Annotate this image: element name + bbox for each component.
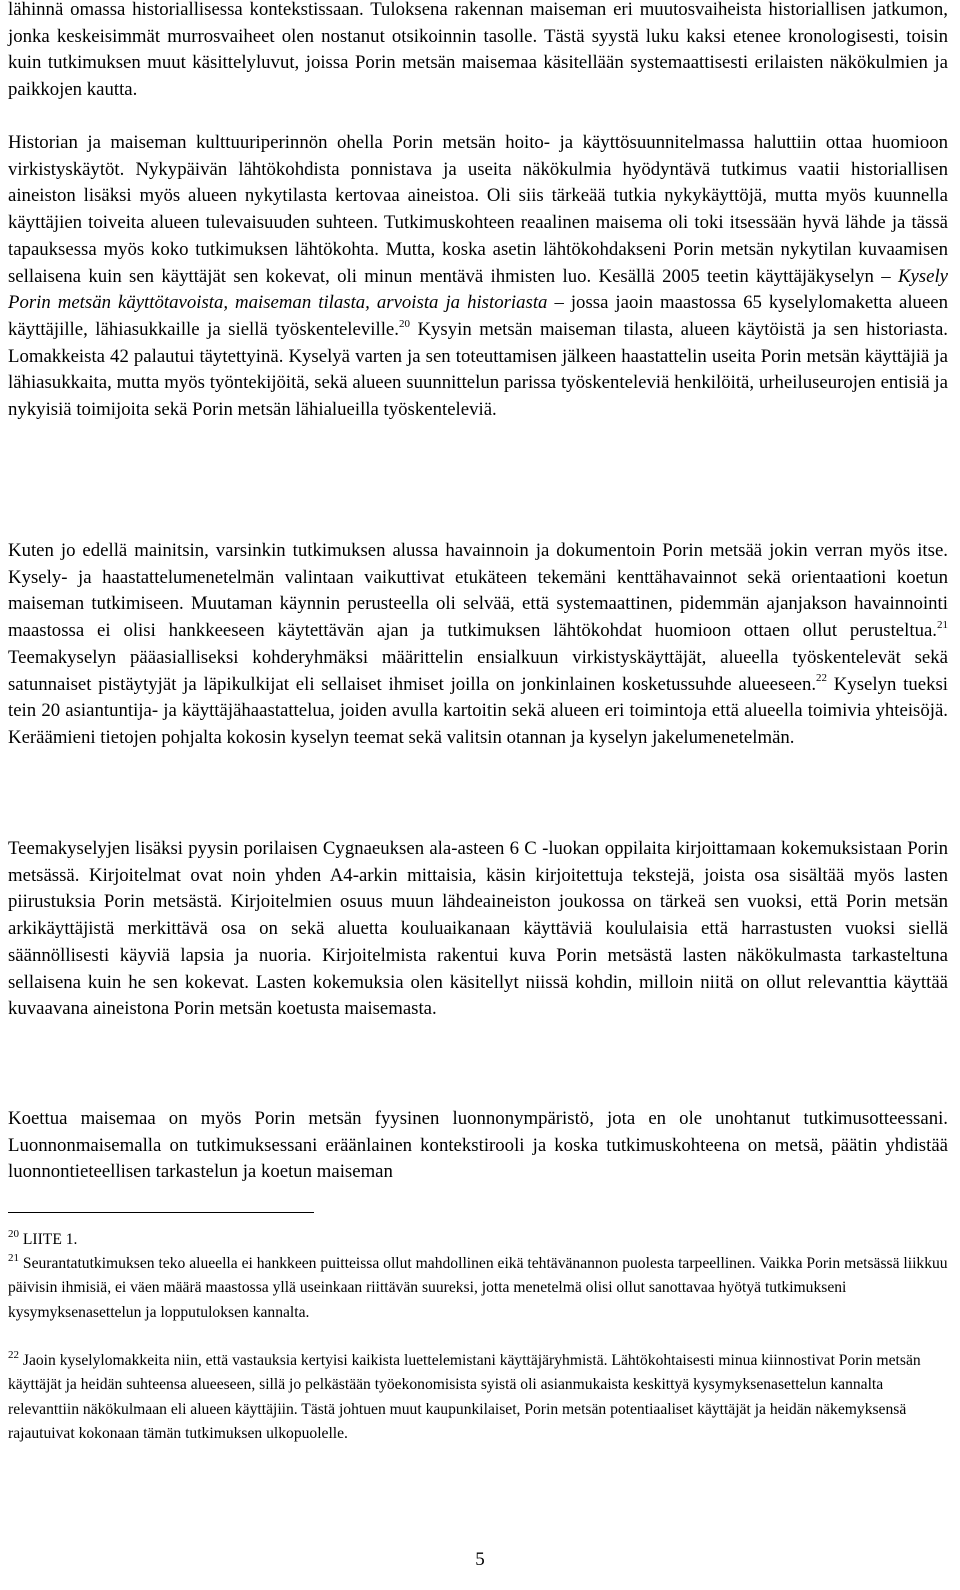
text-run: Kysely Porin metsän käyttötavoista, maiseman tilasta, arvoista ja historiasta	[8, 265, 948, 314]
footnote-text: Jaoin kyselylomakkeita niin, että vastauksia kertyisi kaikista luettelemistani käyttäjäryhmistä. Lähtökohtaisesti minua kiinnostivat Porin metsän käyttäjät ja heidän suhteensa alueeseen, sillä jo pelkästään työekonomisista syistä oli asianmukaista keskittyä kysymyksenasettelun kannalta relevanttiin näkökulmaan eli alueen käyttäjiin. Tästä johtuen muut kaupunkilaiset, Porin metsän potentiaaliset käyttäjät ja heidän näkemyksensä rajautuivat kokonaan tämän tutkimuksen ulkopuolelle.	[8, 1352, 921, 1443]
footnote-text: Seurantatutkimuksen teko alueella ei hankkeen puitteissa ollut mahdollinen eikä tehtävänannon puolesta tarpeellinen. Vaikka Porin metsässä liikkuu päivisin ihmisiä, ei väen määrä maastossa yllä useinkaan riittävän suureksi, jotta menetelmä olisi ollut sanottavaa hyötyä tutkimukseni kysymyksenasettelun ja lopputuloksen kannalta.	[8, 1255, 948, 1321]
footnote-number: 20	[8, 1227, 19, 1240]
footnote-20	[8, 1228, 948, 1252]
text-run: Kuten jo edellä mainitsin, varsinkin tutkimuksen alussa havainnoin ja dokumentoin Porin metsää jokin verran myös itse. Kysely- ja haastattelumenetelmän valintaan vaikuttivat etukäteen tekemäni kenttähavainnot sekä orientaationi koetun maiseman tutkimiseen. Muutaman käynnin perusteella oli selvää, että systemaattinen, pidemmän ajanjakson havainnointi maastossa ei olisi hankkeeseen käytettävän ajan ja tutkimuksen lähtökohdat huomioon ottaen ollut perusteltua.	[8, 540, 948, 642]
paragraph-4	[8, 836, 948, 1023]
footnote-text: LIITE 1.	[19, 1231, 78, 1248]
text-run: Historian ja maiseman kulttuuriperinnön ohella Porin metsän hoito- ja käyttösuunnitelmassa haluttiin ottaa huomioon virkistyskäytöt. Nykypäivän lähtökohdista ponnistava ja useita näkökulmia hyödyntävä tutkimus vaatii historiallisen aineiston lisäksi myös alueen nykytilasta kertovaa aineistoa. Oli siis tärkeää tutkia nykykäyttöjä, mutta myös kuunnella käyttäjien toiveita alueen tulevaisuuden suhteen. Tutkimuskohteen reaalinen maisema oli toki itsessään hyvä lähde ja tässä tapauksessa myös koko tutkimuksen lähtökohta. Mutta, koska asetin lähtökohdakseni Porin metsän nykytilan kuvaamisen sellaisena kuin sen käyttäjät sen kokevat, oli minun mentävä ihmisten luo. Kesällä 2005 teetin käyttäjäkyselyn –	[8, 132, 948, 287]
page-number: 5	[475, 1549, 485, 1570]
footnote-21	[8, 1252, 948, 1325]
footnote-number: 22	[8, 1348, 19, 1361]
footnote-22	[8, 1349, 948, 1447]
footnote-ref[interactable]: 21	[937, 618, 948, 631]
footnote-ref[interactable]: 20	[398, 317, 410, 330]
footnote-number: 21	[8, 1251, 19, 1264]
paragraph-2	[8, 130, 948, 424]
text-run: Teemakyselyn pääasialliseksi kohderyhmäksi määrittelin ensialkuun virkistyskäyttäjät, alueella työskentelevät sekä satunnaiset pistäytyjät ja läpikulkijat eli sellaiset ihmiset joilla on jonkinlainen kosketussuhde alueeseen.	[8, 646, 948, 695]
text-run: lähinnä omassa historiallisessa kontekstissaan. Tuloksena rakennan maiseman eri muutosvaiheista historiallisen jatkumon, jonka keskeisimmät murrosvaiheet olen nostanut otsikoinnin tasolle. Tästä syystä luku kaksi etenee kronologisesti, toisin kuin tutkimuksen muut käsittelyluvut, joissa Porin metsän maisemaa käsitellään systemaattisesti erilaisten näkökulmien ja paikkojen kautta.	[8, 0, 948, 101]
text-run: Kyselyn tueksi tein 20 asiantuntija- ja käyttäjähaastattelua, joiden avulla kartoitin sekä alueen eri toimintoja että alueella toimivia yhteisöjä. Keräämieni tietojen pohjalta kokosin kyselyn teemat sekä valitsin otannan ja kyselyn jakelumenetelmän.	[8, 673, 948, 748]
footnote-ref[interactable]: 22	[816, 672, 828, 685]
paragraph-5	[8, 1106, 948, 1186]
paragraph-3	[8, 538, 948, 752]
text-run: Koettua maisemaa on myös Porin metsän fyysinen luonnonympäristö, jota en ole unohtanut tutkimusotteessani. Luonnonmaisemalla on tutkimuksessani eräänlainen kontekstirooli ja koska tutkimuskohteena on metsä, päätin yhdistää luonnontieteellisen tarkastelun ja koetun maiseman	[8, 1108, 948, 1183]
text-run: – jossa jaoin maastossa 65 kyselylomaketta alueen käyttäjille, lähiasukkaille ja siellä työskenteleville.	[8, 292, 949, 340]
paragraph-1	[8, 0, 948, 104]
text-run: Kysyin metsän maiseman tilasta, alueen käytöistä ja sen historiasta. Lomakkeista 42 palautui täytettyinä. Kyselyä varten ja sen toteuttamisen jälkeen haastattelin useita Porin metsän käyttäjiä ja lähiasukkaita, mutta myös työntekijöitä, sekä alueen suunnittelun parissa työskenteleviä henkilöitä, urheiluseurojen entisiä ja nykyisiä toimijoita sekä Porin metsän lähialueilla työskenteleviä.	[8, 318, 948, 421]
text-run: Teemakyselyjen lisäksi pyysin porilaisen Cygnaeuksen ala-asteen 6 C -luokan oppilaita kirjoittamaan kokemuksistaan Porin metsässä. Kirjoitelmat ovat noin yhden A4-arkin mittaisia, käsin kirjoitettuja tekstejä, joista osa sisältää myös lasten piirustuksia Porin metsästä. Kirjoitelmien osuus muun lähdeaineiston joukossa on tärkeä sen vuoksi, että Porin metsän arkikäyttäjistä merkittävä osa on sekä aluetta kouluaikanaan käyttäviä koululaisia että harrastusten vuoksi siellä säännöllisesti käyviä lapsia ja nuoria. Kirjoitelmista rakentui kuva Porin metsästä lasten näkökulmasta tarkasteltuna sellaisena kuin he sen kokevat. Lasten kokemuksia olen käsitellyt niissä kohdin, milloin niitä on ollut relevanttia käyttää kuvaavana aineistona Porin metsän koetusta maisemasta.	[8, 838, 948, 1020]
footnote-separator	[8, 1212, 314, 1213]
